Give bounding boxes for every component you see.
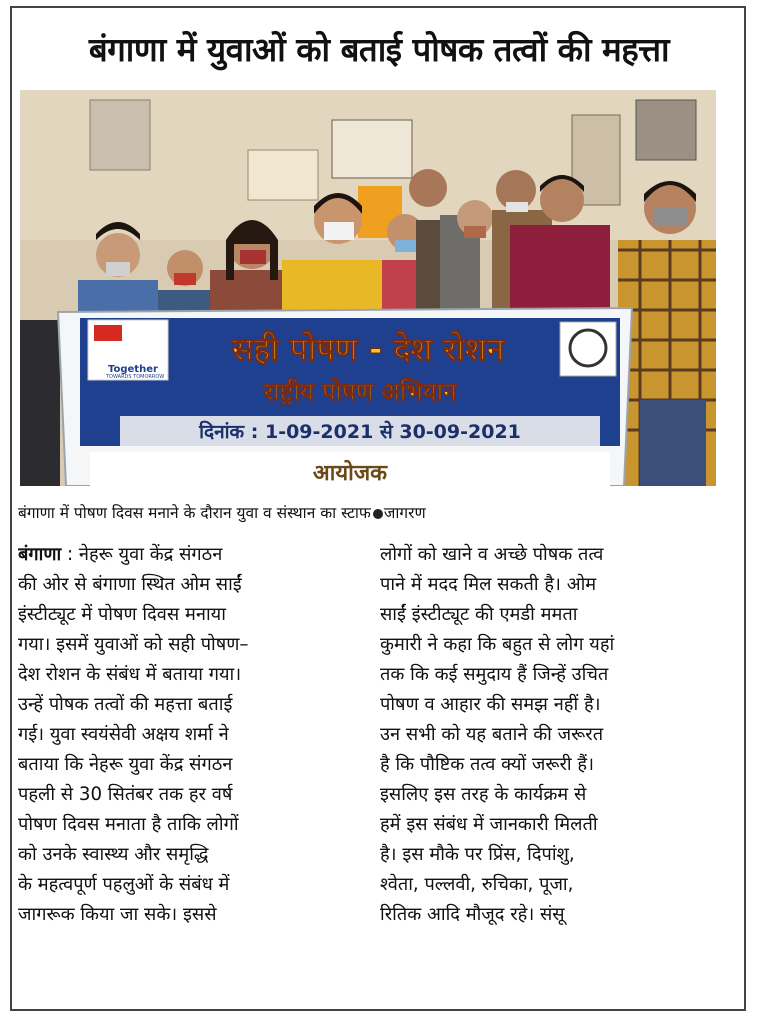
bullet-icon: [373, 509, 383, 519]
headline: बंगाणा में युवाओं को बताई पोषक तत्वों की महत्ता: [88, 30, 670, 69]
article-text: : नेहरू युवा केंद्र संगठन: [61, 544, 223, 565]
article-line: इंस्टीट्यूट में पोषण दिवस मनाया: [18, 604, 226, 625]
news-photo: [20, 90, 716, 486]
article-line: गया। इसमें युवाओं को सही पोषण–: [18, 634, 249, 655]
photo-caption: [18, 501, 718, 523]
article-line: जागरूक किया जा सके। इससे: [18, 904, 217, 925]
article-line: रितिक आदि मौजूद रहे। संसू: [380, 904, 565, 925]
article-line: की ओर से बंगाणा स्थित ओम साईं: [18, 574, 242, 595]
article-line: साईं इंस्टीट्यूट की एमडी ममता: [380, 604, 578, 625]
article-line: के महत्वपूर्ण पहलुओं के संबंध में: [18, 874, 230, 895]
article-line: हमें इस संबंध में जानकारी मिलती: [380, 814, 598, 835]
article-line: पहली से 30 सितंबर तक हर वर्ष: [18, 784, 233, 805]
article-line: है कि पौष्टिक तत्व क्यों जरूरी हैं।: [380, 754, 594, 775]
article-line: पाने में मदद मिल सकती है। ओम: [380, 574, 597, 595]
article-column-left: [18, 540, 354, 930]
article-line: [18, 540, 354, 570]
banner-date: दिनांक : 1-09-2021 से 30-09-2021: [199, 421, 521, 443]
article-line: तक कि कई समुदाय हैं जिन्हें उचित: [380, 664, 609, 685]
article-line: इसलिए इस तरह के कार्यक्रम से: [380, 784, 587, 805]
article-line: पोषण व आहार की समझ नहीं है।: [380, 694, 601, 715]
article-line: श्वेता, पल्लवी, रुचिका, पूजा,: [380, 874, 574, 895]
banner-logo-left: Together: [108, 364, 158, 375]
article-line: है। इस मौके पर प्रिंस, दिपांशु,: [380, 844, 575, 865]
banner-logo-left-sub: TOWARDS TOMORROW: [106, 374, 165, 380]
photo-illustration: [20, 90, 716, 486]
article-line: उन्हें पोषक तत्वों की महत्ता बताई: [18, 694, 233, 715]
article-line: गई। युवा स्वयंसेवी अक्षय शर्मा ने: [18, 724, 229, 745]
article-line: पोषण दिवस मनाता है ताकि लोगों: [18, 814, 239, 835]
dateline: बंगाणा: [18, 544, 62, 565]
caption-text: बंगाणा में पोषण दिवस मनाने के दौरान युवा व संस्थान का स्टाफ: [18, 504, 371, 522]
article-line: लोगों को खाने व अच्छे पोषक तत्व: [380, 544, 604, 565]
article-line: कुमारी ने कहा कि बहुत से लोग यहां: [380, 634, 615, 655]
banner-line-2: राष्ट्रीय पोषण अभियान: [263, 378, 457, 406]
article-column-right: [380, 540, 716, 930]
article-line: को उनके स्वास्थ्य और समृद्धि: [18, 844, 209, 865]
article-line: देश रोशन के संबंध में बताया गया।: [18, 664, 242, 685]
article-line: उन सभी को यह बताने की जरूरत: [380, 724, 604, 745]
banner-bottom: आयोजक: [312, 461, 388, 486]
banner-line-1: सही पोषण - देश रोशन: [231, 330, 505, 368]
caption-source: जागरण: [383, 504, 426, 522]
article-line: बताया कि नेहरू युवा केंद्र संगठन: [18, 754, 233, 775]
